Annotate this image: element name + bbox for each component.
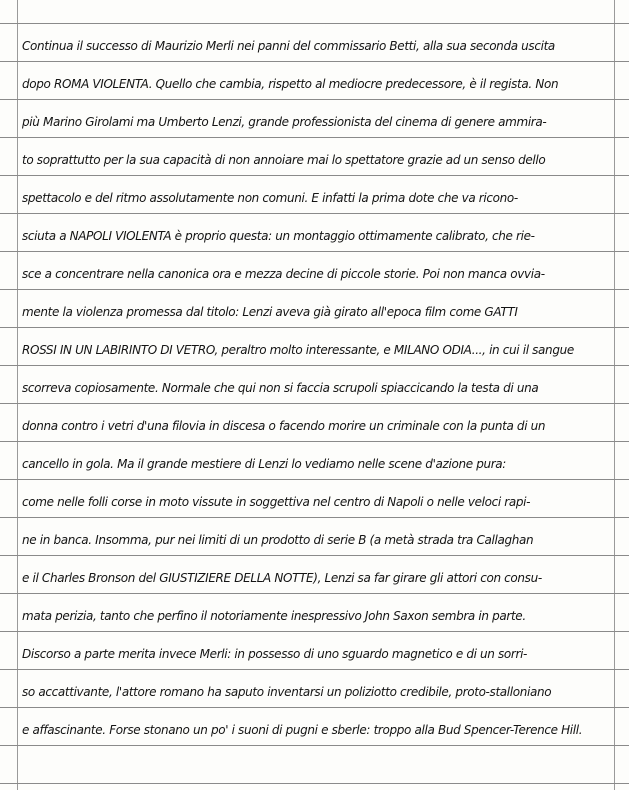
right-margin-line [614, 0, 615, 790]
text-line-7: sce a concentrare nella canonica ora e mezza decine di piccole storie. Poi non manca ovvia- [22, 267, 545, 281]
text-line-12: cancello in gola. Ma il grande mestiere di Lenzi lo vediamo nelle scene d'azione pura: [22, 457, 506, 471]
text-line-3: più Marino Girolami ma Umberto Lenzi, grande professionista del cinema di genere ammira- [22, 115, 547, 129]
text-line-19: e affascinante. Forse stonano un po' i suoni di pugni e sberle: troppo alla Bud Spencer-Terence Hill. [22, 723, 583, 737]
text-line-18: so accattivante, l'attore romano ha saputo inventarsi un poliziotto credibile, proto-stalloniano [22, 685, 552, 699]
text-line-10: scorreva copiosamente. Normale che qui non si faccia scrupoli spiaccicando la testa di una [22, 381, 539, 395]
text-line-14: ne in banca. Insomma, pur nei limiti di un prodotto di serie B (a metà strada tra Callaghan [22, 533, 534, 547]
text-line-11: donna contro i vetri d'una filovia in discesa o facendo morire un criminale con la punta di un [22, 419, 546, 433]
text-line-2: dopo ROMA VIOLENTA. Quello che cambia, rispetto al mediocre predecessore, è il regista. Non [22, 77, 559, 91]
text-line-5: spettacolo e del ritmo assolutamente non comuni. E infatti la prima dote che va ricono- [22, 191, 518, 205]
text-line-4: to soprattutto per la sua capacità di non annoiare mai lo spettatore grazie ad un senso dello [22, 153, 546, 167]
text-line-15: e il Charles Bronson del GIUSTIZIERE DELLA NOTTE), Lenzi sa far girare gli attori con consu- [22, 571, 542, 585]
text-line-6: sciuta a NAPOLI VIOLENTA è proprio questa: un montaggio ottimamente calibrato, che rie- [22, 229, 535, 243]
text-line-1: Continua il successo di Maurizio Merli nei panni del commissario Betti, alla sua seconda uscita [22, 39, 555, 53]
ruled-line [0, 783, 629, 784]
text-line-9: ROSSI IN UN LABIRINTO DI VETRO, peraltro molto interessante, e MILANO ODIA..., in cui il sangue [22, 343, 574, 357]
text-line-16: mata perizia, tanto che perfino il notoriamente inespressivo John Saxon sembra in parte. [22, 609, 526, 623]
text-line-8: mente la violenza promessa dal titolo: Lenzi aveva già girato all'epoca film come GATTI [22, 305, 518, 319]
left-margin-line [17, 0, 18, 790]
text-line-13: come nelle folli corse in moto vissute in soggettiva nel centro di Napoli o nelle veloci rapi- [22, 495, 531, 509]
text-line-17: Discorso a parte merita invece Merli: in possesso di uno sguardo magnetico e di un sorri- [22, 647, 528, 661]
ruled-line [0, 23, 629, 24]
